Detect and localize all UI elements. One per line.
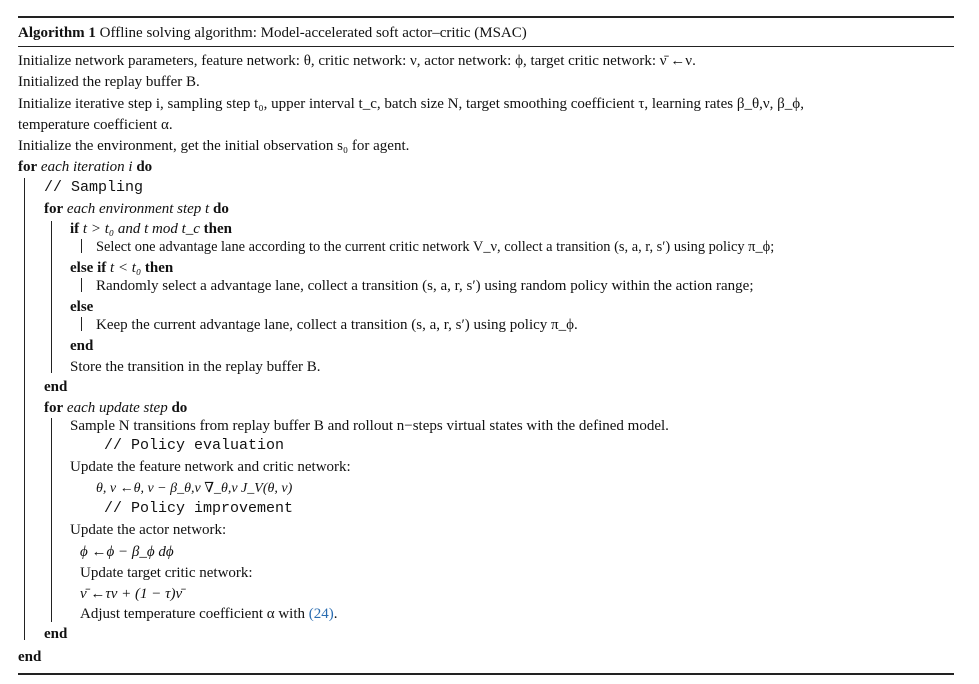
end-update-loop-keyword: end — [44, 626, 68, 642]
elseif-body: Randomly select a advantage lane, collect a transition (s, a, r, s′) using random policy within the action range; — [96, 278, 754, 294]
then-keyword: then — [144, 260, 174, 276]
else-body-bar — [81, 317, 82, 331]
outer-for-line — [18, 158, 152, 176]
for-keyword: for — [44, 201, 64, 217]
comment-policy-improvement: // Policy improvement — [104, 500, 294, 517]
if-keyword: if — [70, 221, 80, 237]
init-line-4: temperature coefficient α. — [18, 117, 173, 133]
elseif-body-bar — [81, 278, 82, 292]
algorithm-label: Algorithm 1 — [18, 25, 96, 41]
do-keyword: do — [136, 159, 153, 175]
outer-loop-condition: each iteration i — [40, 159, 133, 175]
elseif-keyword: else if — [70, 260, 107, 276]
actor-update-equation: ϕ ←ϕ − β_ϕ dϕ — [80, 544, 174, 560]
store-line: Store the transition in the replay buffer B. — [70, 359, 321, 375]
end-outer-loop-keyword: end — [18, 649, 42, 665]
sample-line: Sample N transitions from replay buffer B and rollout n−steps virtual states with the defined model. — [70, 418, 669, 434]
for-keyword: for — [44, 400, 64, 416]
critic-update-equation: θ, ν ←θ, ν − β_θ,ν ∇_θ,ν J_V(θ, ν) — [96, 481, 293, 496]
header-rule — [18, 46, 954, 47]
update-target-line: Update target critic network: — [80, 565, 253, 581]
end-env-loop-keyword: end — [44, 379, 68, 395]
for-keyword: for — [18, 159, 38, 175]
if-condition: t > t₀ and t mod t_c — [82, 221, 200, 237]
else-keyword: else — [70, 299, 94, 315]
update-loop-bar — [51, 418, 52, 622]
init-line-3: Initialize iterative step i, sampling step t₀, upper interval t_c, batch size N, target smoothing coefficient τ, learning rates β_θ,ν, β_ϕ, — [18, 96, 804, 112]
algorithm-header — [18, 24, 527, 42]
if-body-bar — [81, 239, 82, 253]
env-loop-bar — [51, 221, 52, 373]
outer-loop-bar — [24, 178, 25, 640]
adjust-temperature-text: Adjust temperature coefficient α with — [80, 606, 306, 622]
bottom-rule — [18, 673, 954, 675]
algorithm-title: Offline solving algorithm: Model-accelerated soft actor–critic (MSAC) — [99, 25, 527, 41]
else-body: Keep the current advantage lane, collect a transition (s, a, r, s′) using policy π_ϕ. — [96, 317, 578, 333]
update-for-line — [44, 399, 187, 417]
if-line — [70, 220, 232, 238]
update-actor-line: Update the actor network: — [70, 522, 227, 538]
adjust-temperature-line — [80, 605, 338, 623]
if-body: Select one advantage lane according to the current critic network V_ν, collect a transition (s, a, r, s′) using policy π_ϕ; — [96, 239, 775, 255]
init-line-1: Initialize network parameters, feature network: θ, critic network: ν, actor network: ϕ, target critic network: ν̄ ←ν. — [18, 53, 696, 69]
env-for-line — [44, 200, 229, 218]
elseif-condition: t < t₀ — [109, 260, 142, 276]
env-loop-condition: each environment step t — [66, 201, 210, 217]
target-update-equation: ν̄ ←τν + (1 − τ)ν̄ — [80, 586, 183, 602]
equation-reference-link[interactable]: (24) — [308, 606, 334, 622]
do-keyword: do — [171, 400, 188, 416]
then-keyword: then — [203, 221, 233, 237]
comment-sampling: // Sampling — [44, 179, 144, 196]
comment-policy-evaluation: // Policy evaluation — [104, 437, 285, 454]
update-feature-critic-line: Update the feature network and critic network: — [70, 459, 351, 475]
do-keyword: do — [212, 201, 229, 217]
end-if-keyword: end — [70, 338, 94, 354]
init-line-5: Initialize the environment, get the initial observation s₀ for agent. — [18, 138, 410, 154]
top-rule — [18, 16, 954, 18]
init-line-2: Initialized the replay buffer B. — [18, 74, 200, 90]
update-loop-condition: each update step — [66, 400, 168, 416]
adjust-temperature-end: . — [333, 606, 338, 622]
elseif-line — [70, 259, 173, 277]
